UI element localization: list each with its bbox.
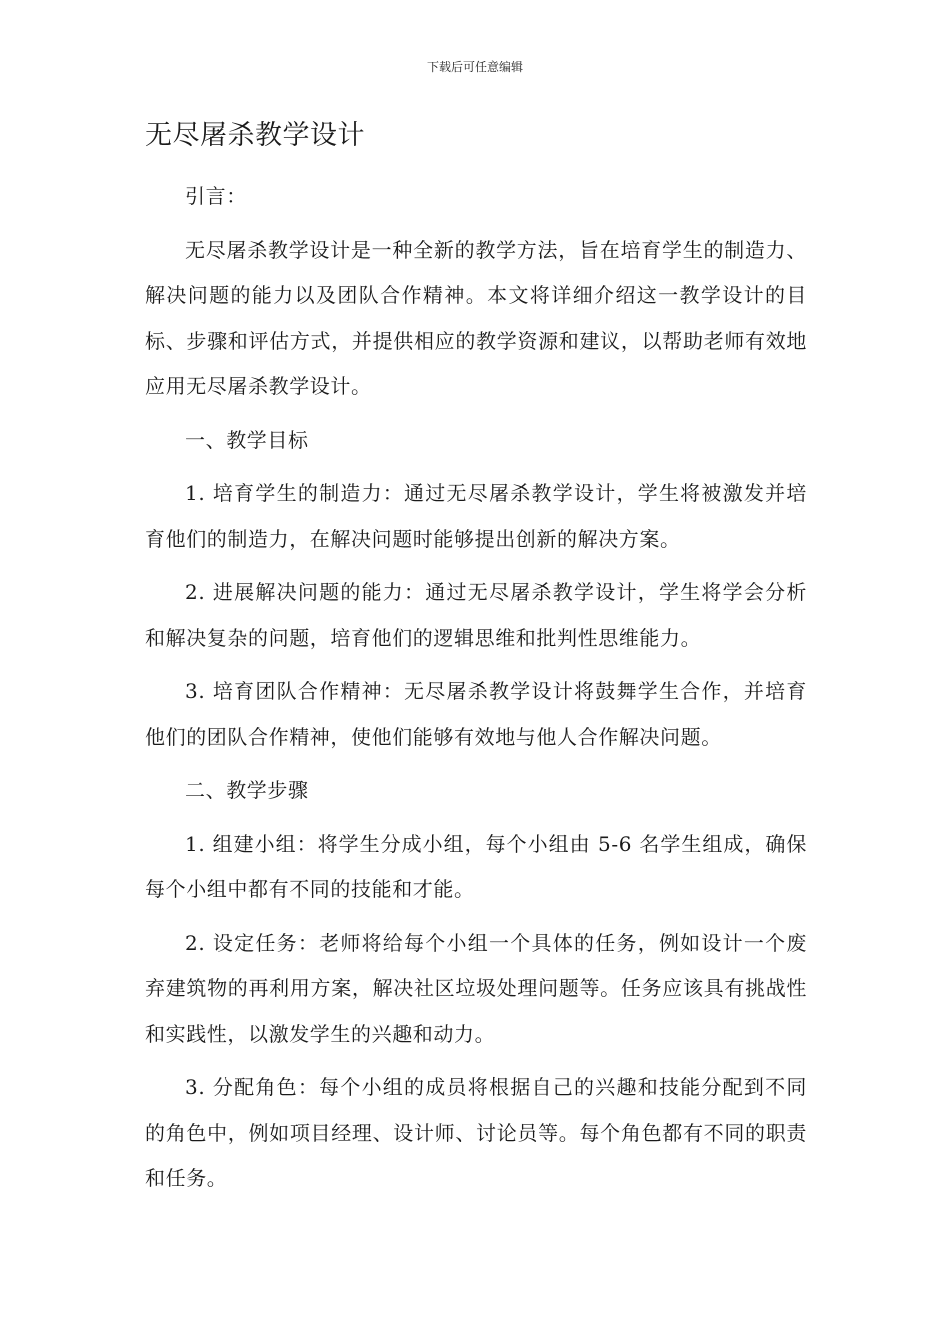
- intro-label: 引言：: [185, 184, 247, 208]
- step-item: 3. 分配角色：每个小组的成员将根据自己的兴趣和技能分配到不同的角色中，例如项目经理、设计师、讨论员等。每个角色都有不同的职责和任务。: [145, 1075, 807, 1190]
- step-item: 2. 设定任务：老师将给每个小组一个具体的任务，例如设计一个废弃建筑物的再利用方案，解决社区垃圾处理问题等。任务应该具有挑战性和实践性，以激发学生的兴趣和动力。: [145, 930, 807, 1046]
- goal-item: 1. 培育学生的制造力：通过无尽屠杀教学设计，学生将被激发并培育他们的制造力，在解决问题时能够提出创新的解决方案。: [145, 481, 807, 551]
- section-heading-goals: 一、教学目标: [185, 427, 309, 452]
- page-header-note: 下载后可任意编辑: [426, 60, 523, 74]
- section-heading-steps: 二、教学步骤: [185, 778, 309, 802]
- step-item: 1. 组建小组：将学生分成小组，每个小组由 5-6 名学生组成，确保每个小组中都有不同的技能和才能。: [145, 831, 807, 901]
- intro-paragraph: 无尽屠杀教学设计是一种全新的教学方法，旨在培育学生的制造力、解决问题的能力以及团队合作精神。本文将详细介绍这一教学设计的目标、步骤和评估方式，并提供相应的教学资源和建议，以帮助老师有效地应用无尽屠杀教学设计。: [145, 237, 807, 398]
- document-body: [145, 112, 807, 1210]
- document-title: 无尽屠杀教学设计: [145, 120, 365, 151]
- goal-item: 3. 培育团队合作精神：无尽屠杀教学设计将鼓舞学生合作，并培育他们的团队合作精神，使他们能够有效地与他人合作解决问题。: [145, 679, 807, 749]
- goal-item: 2. 进展解决问题的能力：通过无尽屠杀教学设计，学生将学会分析和解决复杂的问题，培育他们的逻辑思维和批判性思维能力。: [145, 580, 807, 650]
